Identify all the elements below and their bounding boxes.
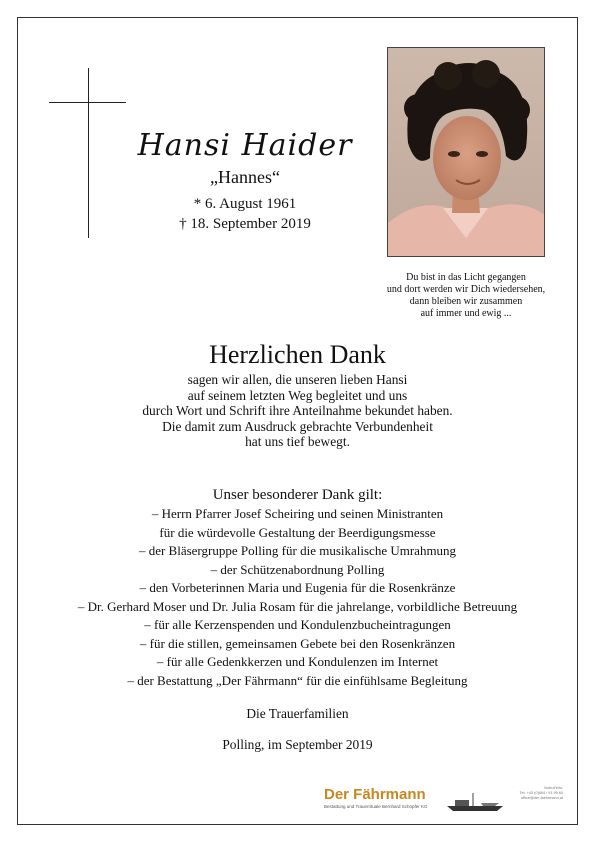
special-thanks-list <box>40 506 555 691</box>
list-item: für die würdevolle Gestaltung der Beerdigungsmesse <box>159 524 436 540</box>
contact-line: Notruf/Info: <box>544 786 563 790</box>
quote-line: auf immer und ewig ... <box>420 308 512 319</box>
thanks-line: durch Wort und Schrift ihre Anteilnahme bekundet haben. <box>142 403 453 419</box>
list-item: – der Bestattung „Der Fährmann“ für die einfühlsame Begleitung <box>127 672 468 688</box>
list-item: – für die stillen, gemeinsamen Gebete bei den Rosenkränzen <box>139 635 456 651</box>
life-dates <box>170 194 320 234</box>
thanks-heading: Herzlichen Dank <box>209 340 386 369</box>
place-date: Polling, im September 2019 <box>222 737 373 752</box>
quote-line: und dort werden wir Dich wiedersehen, <box>386 284 546 295</box>
thanks-line: auf seinem letzten Weg begleitet und uns <box>187 387 408 403</box>
contact-info <box>508 786 563 801</box>
thanks-paragraph <box>90 372 505 450</box>
list-item: – für alle Gedenkkerzen und Kondulenzen im Internet <box>156 654 439 669</box>
thanks-line: hat uns tief bewegt. <box>245 434 350 450</box>
list-item: – der Schützenabordnung Polling <box>210 561 385 577</box>
deceased-name: Hansi Haider <box>137 128 353 163</box>
list-item: – für alle Kerzenspenden und Kondulenzbucheintragungen <box>144 617 451 632</box>
logo-subtitle: Bestattung und Trauerrituale Bernhard Schöpfer KG <box>324 804 428 809</box>
boat-icon <box>445 790 505 814</box>
logo-title: Der Fährmann <box>324 786 426 803</box>
list-item: – der Bläsergruppe Polling für die musikalische Umrahmung <box>138 543 457 558</box>
cross-horizontal-bar <box>49 102 126 103</box>
quote-line: Du bist in das Licht gegangen <box>406 272 526 283</box>
portrait-photo <box>387 47 545 257</box>
quote-line: dann bleiben wir zusammen <box>409 296 523 307</box>
cross-vertical-bar <box>88 68 89 238</box>
death-date: † 18. September 2019 <box>179 216 311 232</box>
thanks-line: sagen wir allen, die unseren lieben Hansi <box>187 372 408 387</box>
family-signature: Die Trauerfamilien <box>246 706 349 721</box>
list-item: – den Vorbeterinnen Maria und Eugenia für die Rosenkränze <box>139 580 456 595</box>
memorial-quote <box>380 272 552 320</box>
contact-line: office@der-faehrmann.at <box>521 796 563 800</box>
deceased-nickname: „Hannes“ <box>210 167 280 187</box>
undertaker-logo <box>324 787 444 809</box>
thanks-line: Die damit zum Ausdruck gebrachte Verbundenheit <box>162 418 433 434</box>
birth-date: * 6. August 1961 <box>193 196 297 212</box>
contact-line: Tel: +43 (0)664 / 91 99 60 <box>519 791 563 795</box>
list-item: – Dr. Gerhard Moser und Dr. Julia Rosam für die jahrelange, vorbildliche Betreuung <box>77 598 518 614</box>
special-thanks-heading: Unser besonderer Dank gilt: <box>212 487 383 503</box>
list-item: – Herrn Pfarrer Josef Scheiring und seinen Ministranten <box>151 506 444 521</box>
